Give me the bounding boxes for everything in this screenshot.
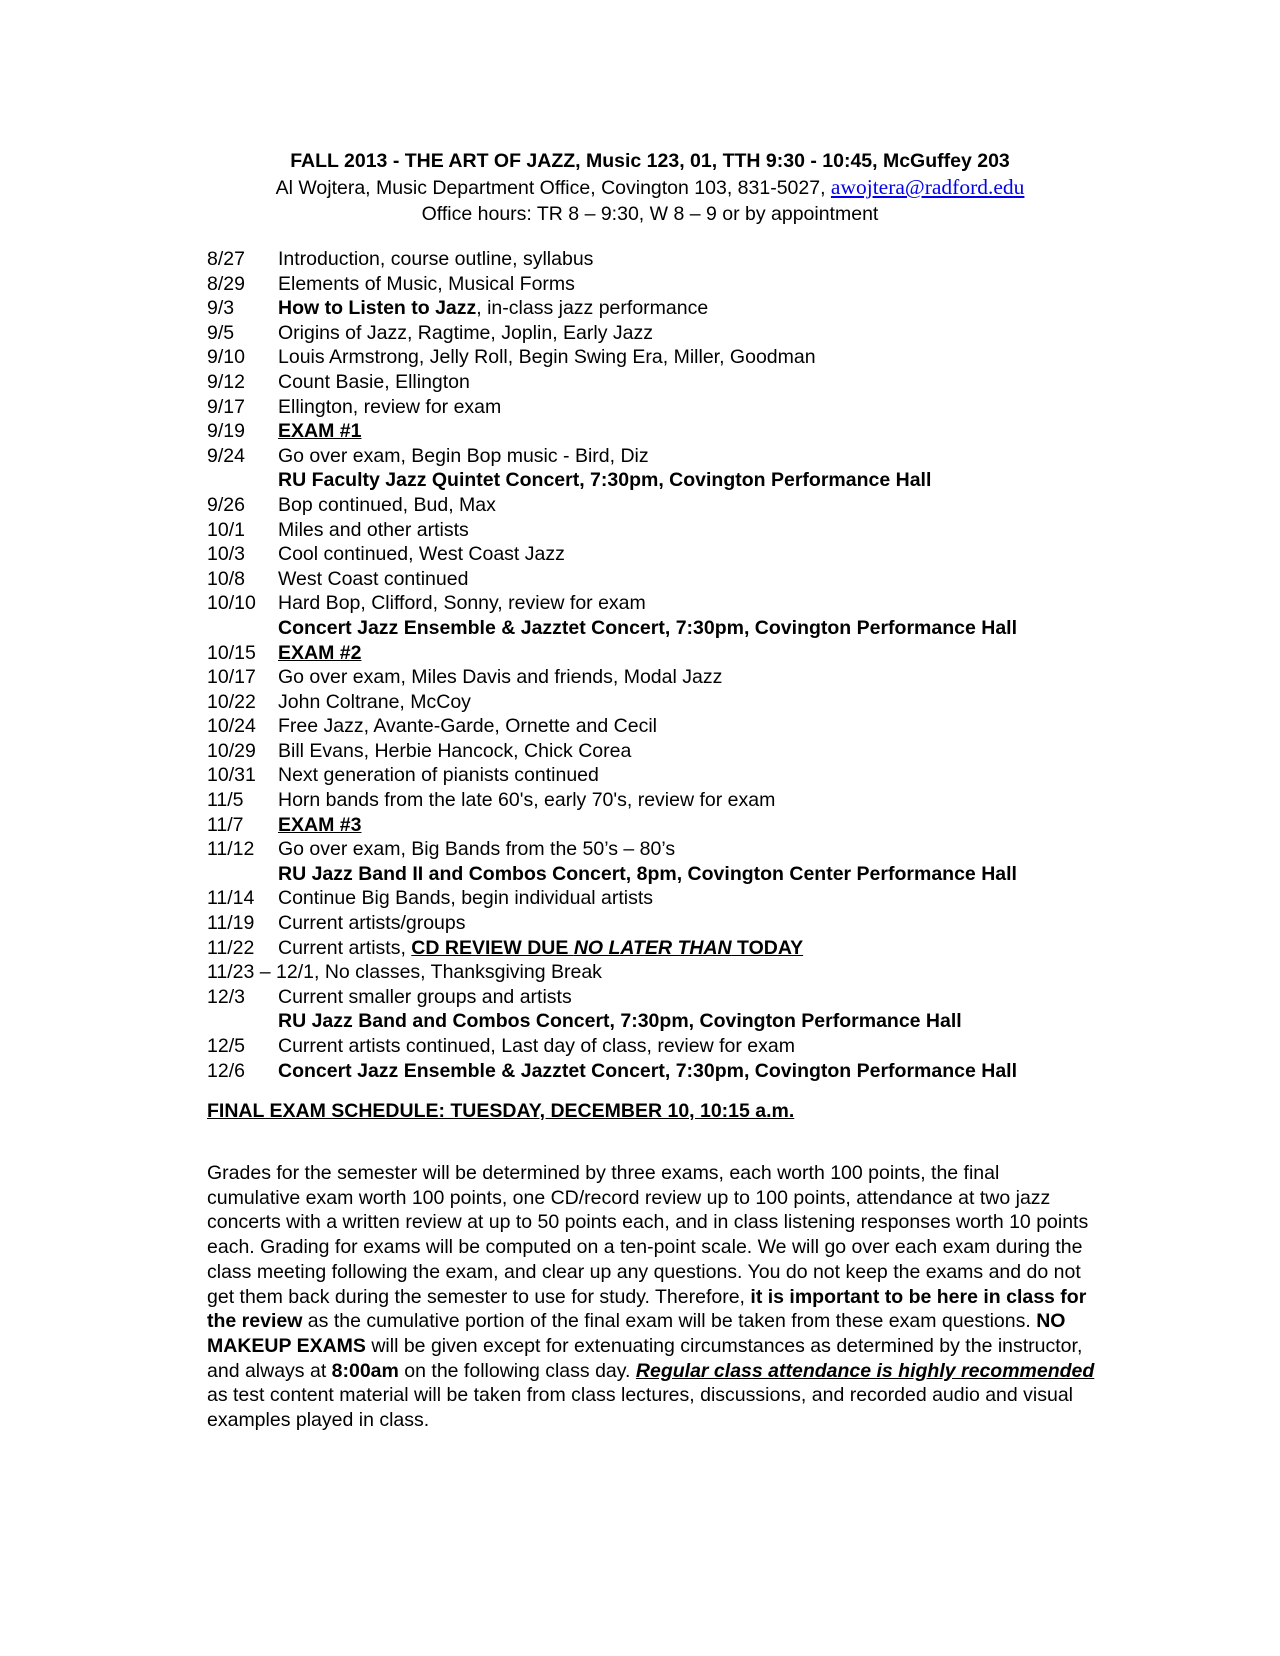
schedule-row [207,911,1087,936]
topic-segment: Elements of Music, Musical Forms [278,272,575,295]
schedule-row [207,493,1087,518]
schedule-date [207,616,278,641]
topic-segment: Cool continued, West Coast Jazz [278,543,565,566]
schedule-topic [278,886,653,911]
schedule-topic [278,714,657,739]
schedule-row [207,468,1087,493]
schedule-topic [278,690,471,715]
schedule-date: 12/5 [207,1035,245,1057]
schedule-row [207,714,1087,739]
grades-segment: NO MAKEUP EXAMS [207,1310,1066,1357]
schedule-topic [278,1059,1017,1084]
schedule-date: 11/12 [207,838,255,861]
schedule-date: 10/31 [207,764,256,787]
topic-segment: Horn bands from the late 60's, early 70's, review for exam [278,789,776,812]
schedule-row [207,788,1087,813]
schedule-row [207,272,1087,297]
schedule-row [207,862,1087,887]
topic-segment: NO LATER THAN [573,936,732,959]
schedule-date: 12/3 [207,985,245,1008]
topic-segment: John Coltrane, McCoy [278,690,471,713]
schedule-row [207,813,1087,838]
schedule-topic [278,345,816,370]
schedule-topic [278,641,361,666]
topic-segment: Concert Jazz Ensemble & Jazztet Concert, 7:30pm, Covington Performance Hall [278,616,1018,639]
schedule-topic [278,665,722,690]
schedule-row [207,1059,1087,1084]
topic-segment: Current artists/groups [278,912,466,935]
schedule-row [207,641,1087,666]
header [200,148,1100,227]
topic-segment: RU Jazz Band and Combos Concert, 7:30pm, Covington Performance Hall [278,1010,962,1033]
schedule-date: 10/15 [207,641,256,664]
topic-segment: Introduction, course outline, syllabus [278,248,594,270]
topic-segment: Current artists, [278,936,412,959]
contact-info: Al Wojtera, Music Department Office, Covington 103, 831-5027, [275,177,831,199]
topic-segment: Count Basie, Ellington [278,370,470,393]
topic-segment: EXAM #2 [278,641,362,664]
schedule-topic [278,567,468,592]
schedule-topic [278,813,361,838]
schedule-date: 10/10 [207,592,256,615]
schedule-topic [278,616,1017,641]
schedule-topic [278,296,708,321]
schedule-topic [278,272,575,297]
schedule-topic [278,763,599,788]
schedule-row [207,616,1087,641]
topic-segment: How to Listen to Jazz [278,297,477,320]
schedule-topic [278,370,470,395]
final-exam-schedule: FINAL EXAM SCHEDULE: TUESDAY, DECEMBER 10, 10:15 a.m. [207,1100,795,1122]
schedule-row [207,739,1087,764]
schedule-row [207,296,1087,321]
schedule-date: 11/5 [207,789,244,812]
schedule-topic [278,936,803,961]
schedule-date [207,862,278,887]
topic-segment: RU Faculty Jazz Quintet Concert, 7:30pm, Covington Performance Hall [278,469,932,492]
topic-segment: Continue Big Bands, begin individual artists [278,887,654,910]
schedule-topic [278,444,649,469]
schedule-date: 9/17 [207,395,245,418]
schedule-topic [278,1034,795,1059]
schedule-date: 10/22 [207,690,256,713]
schedule-row [207,567,1087,592]
schedule-date: 11/22 [207,936,255,959]
schedule-row [207,444,1087,469]
schedule-date: 10/8 [207,567,245,590]
topic-segment: Louis Armstrong, Jelly Roll, Begin Swing Era, Miller, Goodman [278,346,816,369]
schedule-date: 9/19 [207,420,245,443]
schedule-date: 10/24 [207,715,256,738]
schedule-row [207,936,1087,961]
topic-segment: Go over exam, Big Bands from the 50’s – 80’s [278,838,676,861]
topic-segment: Concert Jazz Ensemble & Jazztet Concert, 7:30pm, Covington Performance Hall [278,1059,1018,1082]
schedule-row [207,542,1087,567]
schedule-date: 9/3 [207,297,235,320]
schedule-row [207,665,1087,690]
schedule-row [207,985,1087,1010]
schedule-topic [278,1009,962,1034]
topic-segment: Current smaller groups and artists [278,985,572,1008]
schedule-topic [278,985,572,1010]
schedule-list [207,247,1087,1083]
schedule-row [207,837,1087,862]
schedule-date [207,1009,278,1034]
schedule-date: 10/3 [207,543,245,566]
schedule-topic [278,591,646,616]
schedule-date: 10/1 [207,518,245,541]
schedule-topic [278,739,631,764]
grades-segment: it is important to be here in class for the review [207,1285,1087,1333]
grades-segment: as the cumulative portion of the final exam will be taken from these exam questions. [302,1310,1037,1333]
grades-segment: 8:00am [331,1359,399,1382]
schedule-topic [278,542,565,567]
schedule-date: 9/10 [207,346,245,369]
schedule-date: 10/17 [207,666,256,689]
topic-segment: Go over exam, Begin Bop music - Bird, Diz [278,444,649,467]
schedule-row [207,370,1087,395]
topic-segment: RU Jazz Band II and Combos Concert, 8pm, Covington Center Performance Hall [278,862,1017,885]
schedule-topic [278,419,361,444]
schedule-row [207,345,1087,370]
schedule-topic [278,862,1017,887]
grades-segment: as test content material will be taken from class lectures, discussions, and recorded audio and visual examples played in class. [207,1384,1074,1432]
schedule-topic [278,247,593,272]
topic-segment: Bop continued, Bud, Max [278,493,496,516]
grades-segment: will be given except for extenuating circumstances as determined by the instructor, and always at [207,1334,1083,1382]
schedule-row [207,1034,1087,1059]
schedule-topic [278,518,469,543]
topic-segment: , in-class jazz performance [476,297,709,320]
schedule-date: 9/5 [207,321,235,344]
schedule-row [207,886,1087,911]
schedule-row [207,591,1087,616]
topic-segment: Bill Evans, Herbie Hancock, Chick Corea [278,739,632,762]
schedule-date: 9/12 [207,370,245,393]
schedule-row [207,1009,1087,1034]
schedule-topic [278,321,653,346]
schedule-topic [278,788,775,813]
grades-segment: Regular class attendance is highly recommended [635,1359,1095,1382]
schedule-topic [278,911,466,936]
topic-segment: Next generation of pianists continued [278,764,599,787]
topic-segment: CD REVIEW DUE [411,936,574,959]
topic-segment: TODAY [731,936,804,959]
schedule-date: 11/7 [207,813,244,836]
schedule-row [207,247,1087,272]
topic-segment: Miles and other artists [278,518,469,541]
schedule-topic [278,468,931,493]
schedule-date: 8/29 [207,272,245,295]
topic-segment: Origins of Jazz, Ragtime, Joplin, Early Jazz [278,321,653,344]
grades-segment: Grades for the semester will be determined by three exams, each worth 100 points, the final cumulative exam worth 100 points, one CD/record review up to 100 points, attendance at two jazz concerts with a written review at up to 50 points each, and in class listening responses worth 10 points each. Grading for exams will be computed on a ten-point scale. We will go over each exam during the class meeting following the exam, and clear up any questions. You do not keep the exams and do not get them back during the semester to use for study. Therefore, [207,1162,1089,1308]
schedule-date: 11/14 [207,887,255,910]
schedule-date: 12/6 [207,1059,245,1082]
schedule-date [207,468,278,493]
topic-segment: EXAM #1 [278,420,362,443]
schedule-date: 9/26 [207,493,245,516]
topic-segment: Ellington, review for exam [278,395,502,418]
topic-segment: EXAM #3 [278,813,362,836]
contact-line [200,174,1100,201]
schedule-topic [278,395,501,420]
schedule-date: 11/19 [207,912,255,935]
grades-segment: on the following class day. [398,1359,636,1382]
office-hours: Office hours: TR 8 – 9:30, W 8 – 9 or by appointment [421,203,879,225]
schedule-row [207,395,1087,420]
grading-paragraph [207,1161,1097,1433]
schedule-row [207,419,1087,444]
schedule-date: 9/24 [207,444,245,467]
schedule-topic [278,493,496,518]
email-link[interactable]: awojtera@radford.edu [830,175,1025,199]
course-title: FALL 2013 - THE ART OF JAZZ, Music 123, 01, TTH 9:30 - 10:45, McGuffey 203 [290,150,1010,172]
schedule-row [207,763,1087,788]
topic-segment: Free Jazz, Avante-Garde, Ornette and Cecil [278,715,657,738]
topic-segment: West Coast continued [278,567,469,590]
schedule-date: 8/27 [207,248,245,270]
schedule-row [207,321,1087,346]
topic-segment: Current artists continued, Last day of class, review for exam [278,1035,795,1057]
schedule-row [207,960,1087,985]
schedule-row [207,518,1087,543]
topic-segment: Go over exam, Miles Davis and friends, Modal Jazz [278,666,723,689]
schedule-full-text: 11/23 – 12/1, No classes, Thanksgiving Break [207,961,602,984]
schedule-topic [278,837,675,862]
topic-segment: Hard Bop, Clifford, Sonny, review for exam [278,592,646,615]
schedule-date: 10/29 [207,739,256,762]
schedule-row [207,690,1087,715]
